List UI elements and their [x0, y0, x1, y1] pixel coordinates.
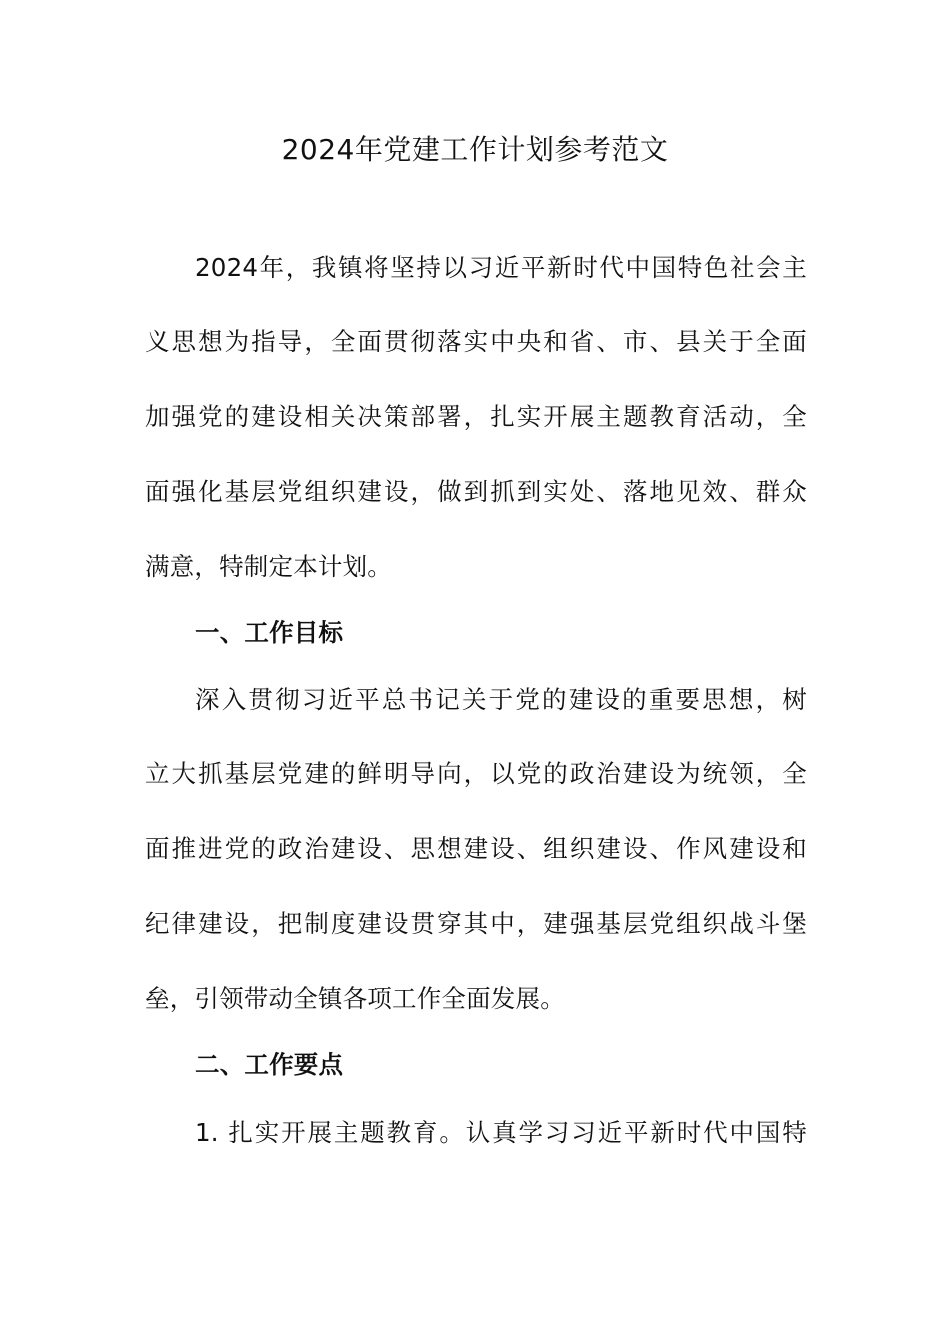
document-title: 2024年党建工作计划参考范文 [281, 133, 669, 166]
intro-line-1: 2024年，我镇将坚持以习近平新时代中国特色社会主 [195, 253, 807, 282]
goals-line-5: 垒，引领带动全镇各项工作全面发展。 [145, 984, 565, 1013]
goals-line-3: 面推进党的政治建设、思想建设、组织建设、作风建设和 [145, 834, 807, 863]
intro-line-3: 加强党的建设相关决策部署，扎实开展主题教育活动，全 [145, 402, 807, 431]
intro-line-4: 面强化基层党组织建设，做到抓到实处、落地见效、群众 [145, 477, 807, 506]
section-heading-key-points: 二、工作要点 [195, 1050, 344, 1079]
goals-line-4: 纪律建设，把制度建设贯穿其中，建强基层党组织战斗堡 [145, 909, 807, 938]
section-heading-goals: 一、工作目标 [195, 618, 344, 647]
intro-line-5: 满意，特制定本计划。 [145, 552, 392, 581]
key-points-line-1: 1. 扎实开展主题教育。认真学习习近平新时代中国特 [195, 1118, 807, 1147]
goals-line-1: 深入贯彻习近平总书记关于党的建设的重要思想，树 [195, 685, 807, 714]
intro-line-2: 义思想为指导，全面贯彻落实中央和省、市、县关于全面 [145, 327, 807, 356]
goals-line-2: 立大抓基层党建的鲜明导向，以党的政治建设为统领，全 [145, 759, 807, 788]
